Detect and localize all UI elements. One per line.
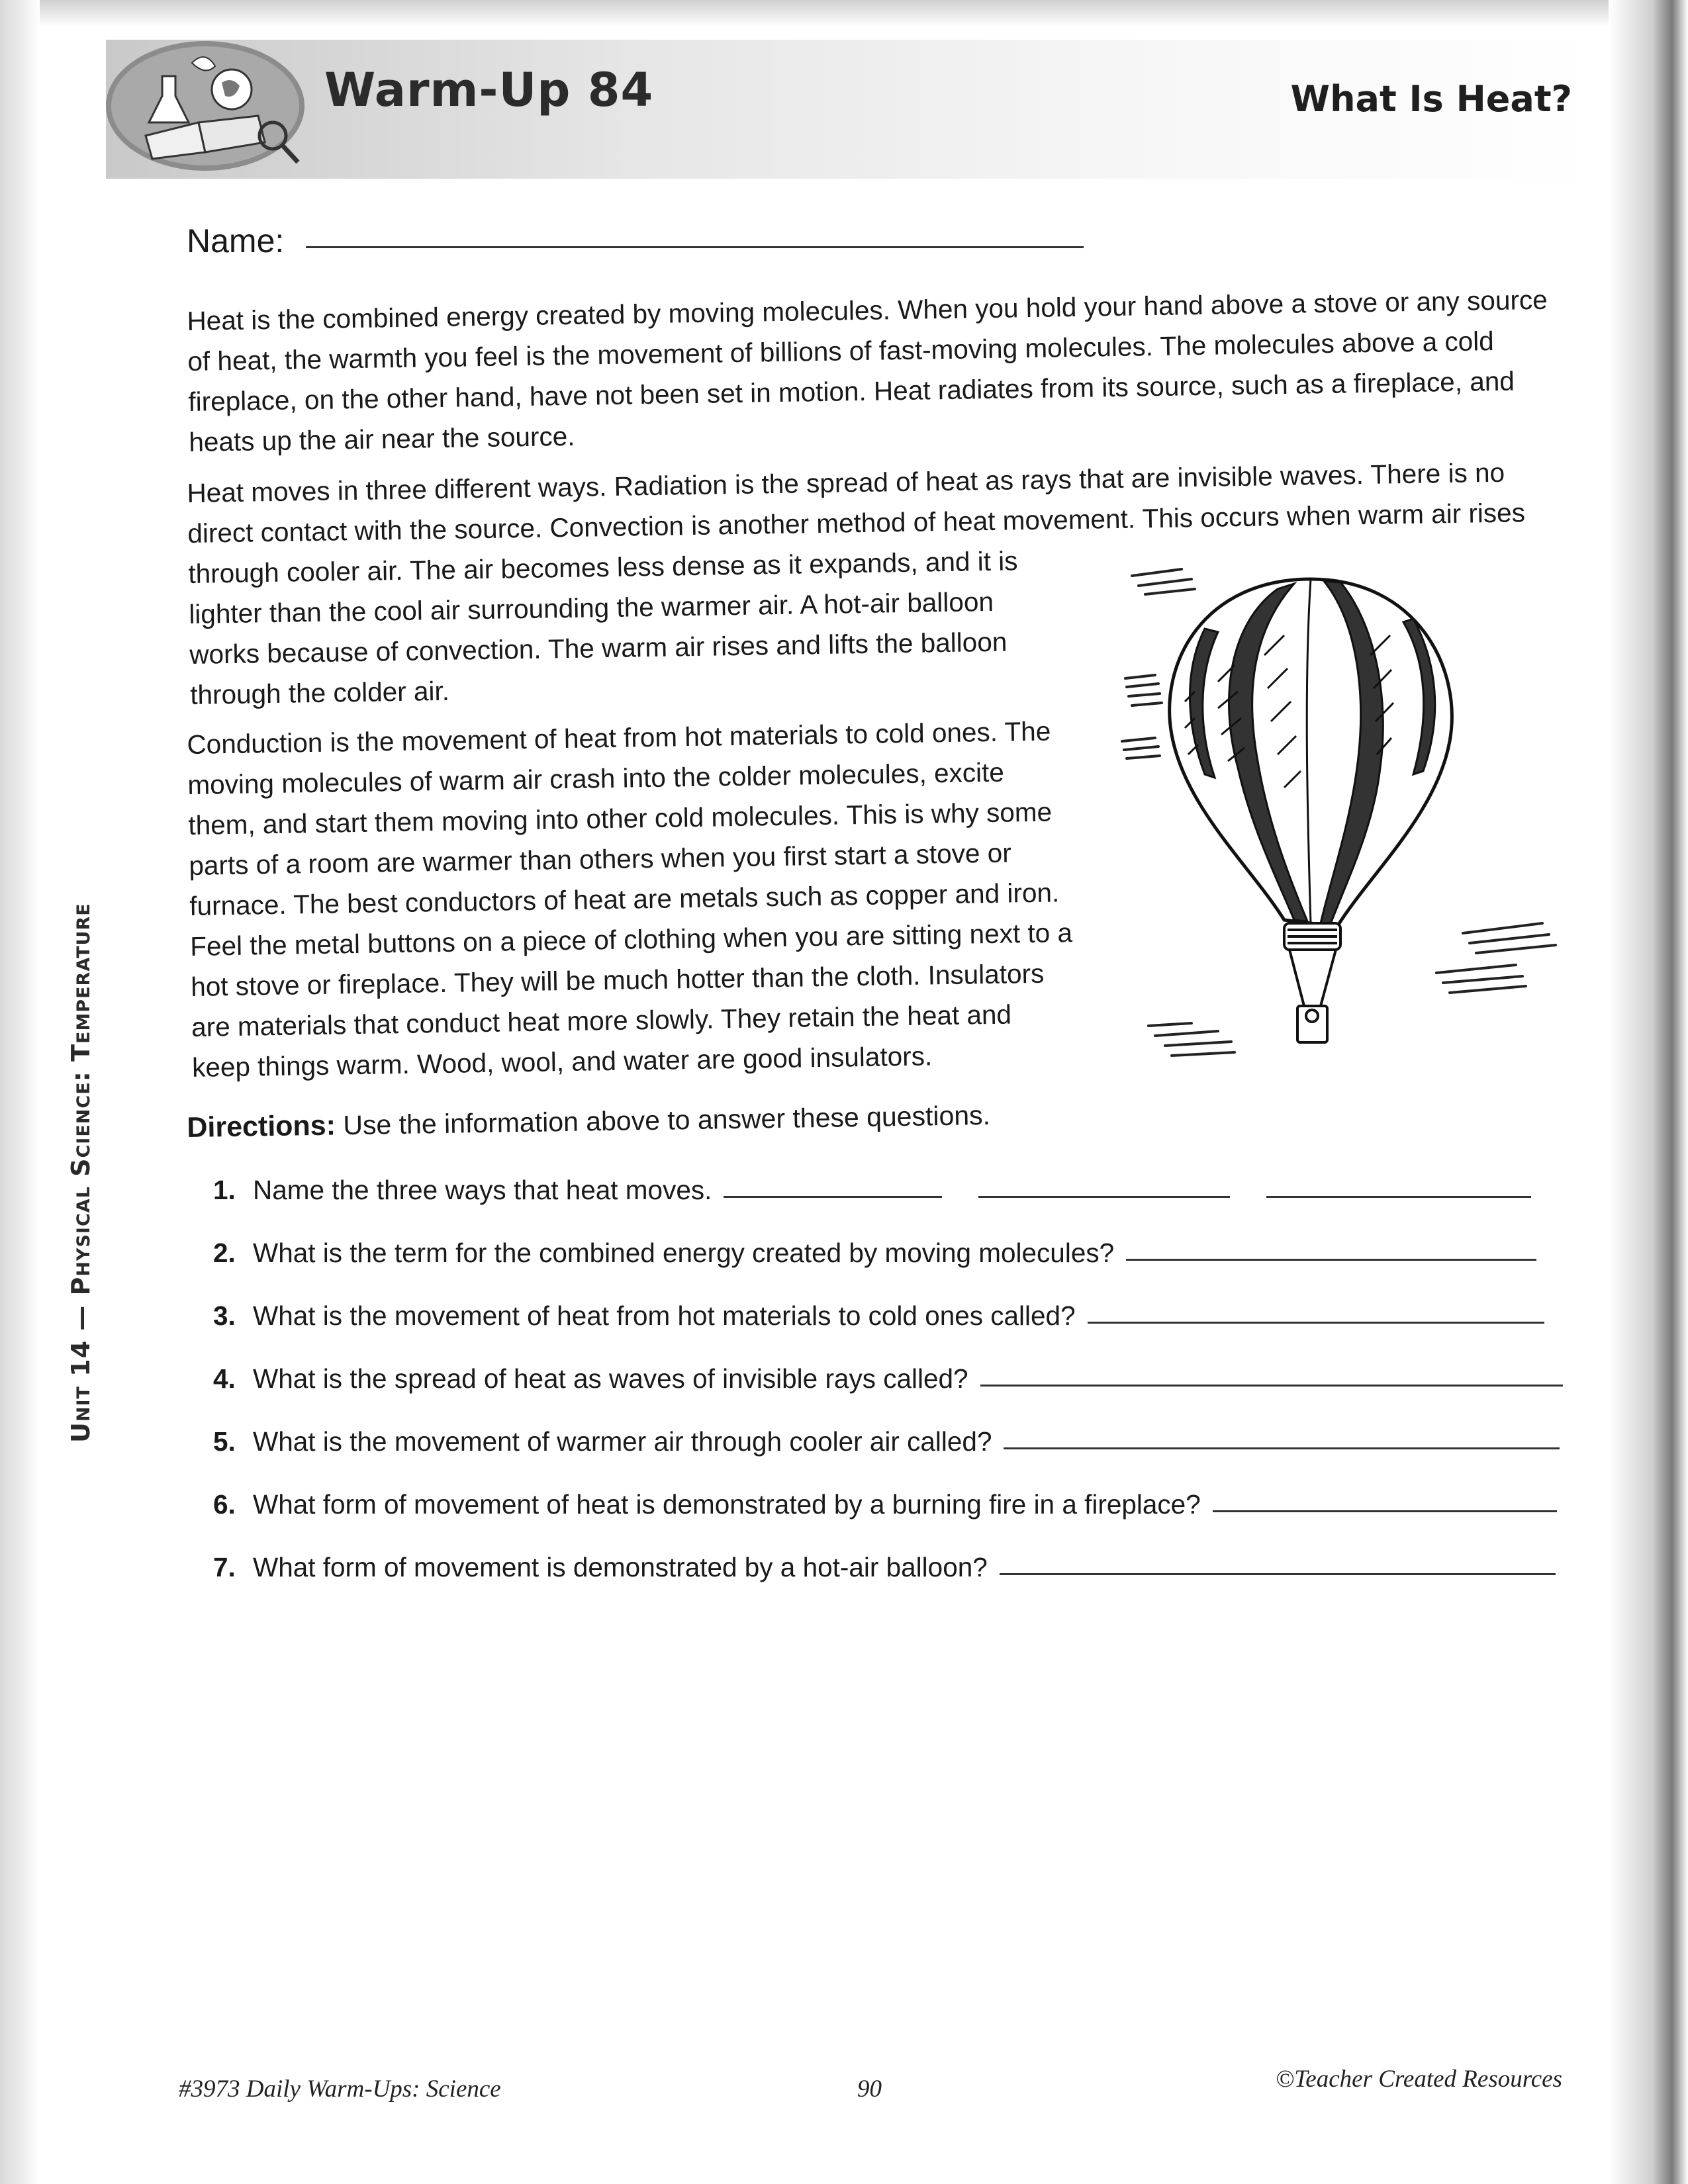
scan-shadow-right: [1609, 0, 1688, 2184]
paragraph-line: parts of a room are warmer than others when you first start a stove or: [188, 837, 1012, 881]
question-number: 5.: [213, 1426, 236, 1457]
question-number: 4.: [213, 1363, 236, 1394]
paragraph-line: fireplace, on the other hand, have not been set in motion. Heat radiates from its source, such as a fireplace, and: [188, 365, 1515, 417]
paragraph-conduction: [187, 710, 1132, 1088]
question-text: Name the three ways that heat moves.: [253, 1175, 712, 1205]
footer-page-number: 90: [857, 2075, 882, 2103]
paragraph-line: furnace. The best conductors of heat are metals such as copper and iron.: [189, 877, 1060, 921]
question-7: [213, 1552, 1556, 1583]
question-number: 6.: [213, 1489, 236, 1520]
paragraph-line: through cooler air. The air becomes less dense as it expands, and it is: [188, 545, 1018, 589]
directions-label: Directions:: [187, 1109, 336, 1144]
directions: [187, 1099, 990, 1144]
paragraph-line: them, and start them moving into other cold molecules. This is why some: [188, 796, 1053, 841]
question-text: What is the term for the combined energy created by moving molecules?: [253, 1238, 1115, 1268]
question-text: What is the spread of heat as waves of invisible rays called?: [253, 1363, 968, 1394]
question-number: 1.: [213, 1175, 236, 1205]
paragraph-line: heats up the air near the source.: [188, 420, 575, 457]
paragraph-line: of heat, the warmth you feel is the movement of billions of fast-moving molecules. The molecules above a cold: [187, 325, 1495, 377]
footer-book-title: #3973 Daily Warm-Ups: Science: [179, 2075, 501, 2103]
question-number: 2.: [213, 1238, 236, 1268]
directions-text: Use the information above to answer these questions.: [343, 1099, 991, 1141]
answer-blank-7[interactable]: [1000, 1573, 1556, 1575]
science-logo-icon: [99, 36, 311, 175]
answer-blank-6[interactable]: [1213, 1510, 1557, 1512]
paragraph-line: Heat is the combined energy created by moving molecules. When you hold your hand above a stove or any source: [187, 284, 1548, 336]
paragraph-line: lighter than the cool air surrounding the warmer air. A hot-air balloon: [188, 586, 994, 629]
question-6: [213, 1489, 1557, 1520]
answer-blank-1b[interactable]: [978, 1196, 1230, 1198]
question-number: 7.: [213, 1552, 236, 1582]
paragraph-line: keep things warm. Wood, wool, and water are good insulators.: [191, 1040, 933, 1083]
question-text: What is the movement of heat from hot materials to cold ones called?: [253, 1300, 1076, 1331]
paragraph-heat-definition: [187, 279, 1593, 463]
question-text: What form of movement is demonstrated by a hot-air balloon?: [253, 1552, 988, 1582]
question-5: [213, 1426, 1560, 1457]
paragraph-line: are materials that conduct heat more slowly. They retain the heat and: [191, 999, 1012, 1042]
answer-blank-5[interactable]: [1004, 1447, 1560, 1449]
paragraph-line: Feel the metal buttons on a piece of clothing when you are sitting next to a: [189, 917, 1073, 962]
question-text: What form of movement of heat is demonstrated by a burning fire in a fireplace?: [253, 1489, 1201, 1520]
hot-air-balloon-illustration: [1119, 549, 1582, 1092]
answer-blank-4[interactable]: [980, 1385, 1563, 1387]
paragraph-line: direct contact with the source. Convection is another method of heat movement. This occurs when warm air rises: [187, 497, 1526, 549]
question-text: What is the movement of warmer air through cooler air called?: [253, 1426, 992, 1457]
question-3: [213, 1300, 1544, 1332]
unit-side-label: Unit 14 — Physical Science: Temperature: [66, 903, 95, 1443]
paragraph-line: through the colder air.: [189, 675, 450, 710]
name-label: Name:: [187, 222, 285, 259]
question-4: [213, 1363, 1563, 1394]
scan-shadow-top: [0, 0, 1688, 26]
paragraph-line: works because of convection. The warm air rises and lifts the balloon: [189, 626, 1008, 670]
paragraph-line: Conduction is the movement of heat from hot materials to cold ones. The: [187, 715, 1051, 760]
paragraph-line: hot stove or fireplace. They will be much hotter than the cloth. Insulators: [190, 958, 1045, 1002]
answer-blank-3[interactable]: [1088, 1322, 1544, 1324]
question-1: [213, 1175, 1531, 1206]
name-field[interactable]: [306, 246, 1084, 248]
page-topic: What Is Heat?: [1290, 78, 1572, 120]
answer-blank-2[interactable]: [1126, 1259, 1536, 1261]
question-2: [213, 1238, 1536, 1269]
paragraph-line: moving molecules of warm air crash into the colder molecules, excite: [187, 756, 1005, 800]
answer-blank-1c[interactable]: [1266, 1196, 1531, 1198]
scan-shadow-left: [0, 0, 40, 2184]
paragraph-line: Heat moves in three different ways. Radiation is the spread of heat as rays that are invisible waves. There is no: [187, 457, 1505, 508]
answer-blank-1a[interactable]: [724, 1196, 942, 1198]
warm-up-title: Warm-Up 84: [324, 63, 654, 117]
question-number: 3.: [213, 1300, 236, 1331]
footer-copyright: ©Teacher Created Resources: [1276, 2066, 1562, 2093]
